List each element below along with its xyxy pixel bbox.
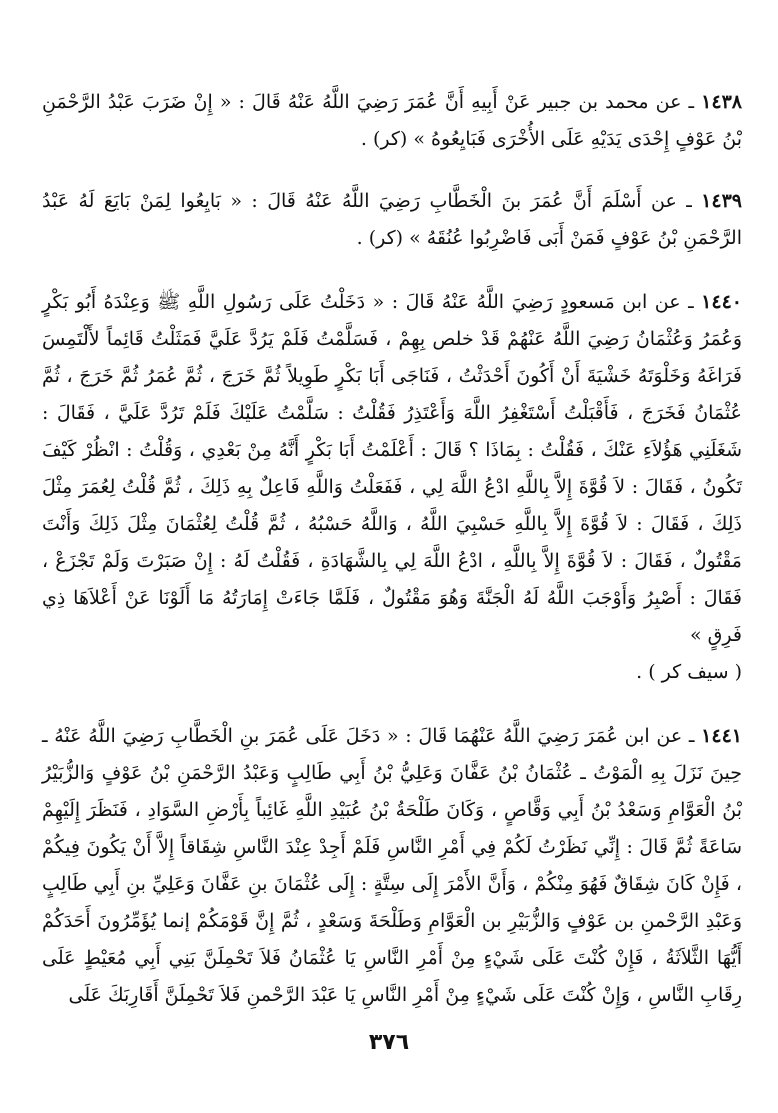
hadith-number: ١٤٤٠ xyxy=(701,291,742,313)
hadith-paragraph xyxy=(42,183,742,257)
hadith-1438 xyxy=(42,84,742,158)
hadith-1439 xyxy=(42,183,742,257)
hadith-number: ١٤٣٨ xyxy=(701,91,742,113)
hadith-1441 xyxy=(42,718,742,1014)
hadith-text: ـ عن ابن مَسعودٍ رَضِيَ اللَّهُ عَنْهُ قَالَ : « دَخَلْتُ عَلَى رَسُولِ اللَّهِ ﷺ وَعِنْدَهُ أَبُو بَكْرٍ وَعُمَرُ وَعُثْمَانُ رَضِيَ اللَّهُ عَنْهُمْ قَدْ خلص بِهِمْ ، فَسَلَّمْتُ فَلَمْ يَرُدَّ عَلَيَّ فَمَثَلْتُ قَائِماً لأَلْتَمِسَ فَرَاغَهُ وَخَلْوَتَهُ خَشْيَةَ أَنْ أَكُونَ أَحْدَثْتُ ، فَنَاجَى أَبَا بَكْرٍ طَوِيلاً ثُمَّ خَرَجَ ، ثُمَّ عُمَرُ ثُمَّ خَرَجَ ، ثُمَّ عُثْمَانُ فَخَرَجَ ، فَأَقْبَلْتُ أَسْتَغْفِرُ اللَّهَ وَأَعْتَذِرُ فَقُلْتُ : سَلَّمْتُ عَلَيْكَ فَلَمْ تَرُدَّ عَلَيَّ ، فَقَالَ : شَغَلَنِي هَؤُلاَءِ عَنْكَ ، فَقُلْتُ : بِمَاذَا ؟ قَالَ : أَعْلَمْتُ أَبَا بَكْرٍ أَنَّهُ مِنْ بَعْدِي ، وَقُلْتُ : انْظُرْ كَيْفَ تَكُونُ ، فَقَالَ : لاَ قُوَّةَ إِلاَّ بِاللَّهِ ادْعُ اللَّهَ لِي ، فَفَعَلْتُ وَاللَّهِ فَاعِلٌ بِهِ ذَلِكَ ، ثُمَّ قُلْتُ لِعُمَرَ مِثْلَ ذَلِكَ ، فَقَالَ : لاَ قُوَّةَ إِلاَّ بِاللَّهِ حَسْبِيَ اللَّهُ ، وَاللَّهُ حَسْبُهُ ، ثُمَّ قُلْتُ لِعُثْمَانَ مِثْلَ ذَلِكَ وَأَنْتَ مَقْتُولٌ ، فَقَالَ : لاَ قُوَّةَ إِلاَّ بِاللَّهِ ، ادْعُ اللَّهَ لِي بِالشَّهَادَةِ ، فَقُلْتُ لَهُ : إِنْ صَبَرْتَ وَلَمْ تَجْزَعْ ، فَقَالَ : أَصْبِرُ وَأَوْجَبَ اللَّهُ لَهُ الْجَنَّةَ وَهُوَ مَقْتُولٌ ، فَلَمَّا جَاءَتْ إِمَارَتُهُ مَا أَلَوْنَا عَنْ أَعْلاَهَا ذِي فَرِقٍ » xyxy=(42,291,742,646)
hadith-paragraph xyxy=(42,284,742,654)
hadith-1440 xyxy=(42,284,742,691)
page-body xyxy=(42,84,742,1014)
hadith-paragraph xyxy=(42,718,742,1014)
hadith-text: ـ عن محمد بن جبير عَنْ أَبِيهِ أَنَّ عُمَرَ رَضِيَ اللَّهُ عَنْهُ قَالَ : « إِنْ ضَرَبَ عَبْدُ الرَّحْمَنِ بْنُ عَوْفٍ إِحْدَى يَدَيْهِ عَلَى الأُخْرَى فَبَايِعُوهُ » (كر) . xyxy=(42,91,742,150)
hadith-text: ـ عن ابن عُمَرَ رَضِيَ اللَّهُ عَنْهُمَا قَالَ : « دَخَلَ عَلَى عُمَرَ بنِ الْخَطَّابِ رَضِيَ اللَّهُ عَنْهُ ـ حِينَ نَزَلَ بِهِ الْمَوْتُ ـ عُثْمَانُ بْنُ عَفَّانَ وَعَلِيُّ بْنُ أَبِي طَالِبٍ وَعَبْدُ الرَّحْمَنِ بْنُ عَوْفٍ وَالزُّبَيْرُ بْنُ الْعَوَّامِ وَسَعْدُ بْنُ أَبِي وَقَّاصٍ ، وَكَانَ طَلْحَةُ بْنُ عُبَيْدِ اللَّهِ غَائِباً بِأَرْضِ السَّوَادِ ، فَنَظَرَ إِلَيْهِمْ سَاعَةً ثُمَّ قَالَ : إِنِّي نَظَرْتُ لَكُمْ فِي أَمْرِ النَّاسِ فَلَمْ أَجِدْ عِنْدَ النَّاسِ شِقَاقاً إِلاَّ أَنْ يَكُونَ فِيكُمْ ، فَإِنْ كَانَ شِقَاقٌ فَهُوَ مِنْكُمْ ، وَأَنَّ الأَمْرَ إِلَى سِتَّةٍ : إِلَى عُثْمَانَ بنِ عَفَّانَ وَعَلِيِّ بنِ أَبِي طَالِبٍ وَعَبْدِ الرَّحْمنِ بن عَوْفٍ وَالزُّبَيْرِ بن الْعَوَّامِ وَطَلْحَةَ وَسَعْدٍ ، ثُمَّ إِنَّ قَوْمَكُمْ إنما يُؤَمِّرُونَ أَحَدَكُمْ أَيُّهَا الثَّلاَثَةُ ، فَإِنْ كُنْتَ عَلَى شَيْءٍ مِنْ أَمْرِ النَّاسِ يَا عُثْمَانُ فَلاَ تَحْمِلَنَّ بَنِي أَبِي مُعَيْطٍ عَلَى رِقَابِ النَّاسِ ، وَإِنْ كُنْتَ عَلَى شَيْءٍ مِنْ أَمْرِ النَّاسِ يَا عَبْدَ الرَّحْمنِ فَلاَ تَحْمِلَنَّ أَقَارِبَكَ عَلَى xyxy=(42,725,742,1006)
hadith-source: ( سيف كر ) . xyxy=(636,661,742,683)
page-number: ٣٧٦ xyxy=(368,1030,410,1055)
hadith-number: ١٤٣٩ xyxy=(701,190,742,212)
hadith-paragraph xyxy=(42,84,742,158)
hadith-text: ـ عن أَسْلَمَ أَنَّ عُمَرَ بنَ الْخَطَّابِ رَضِيَ اللَّهُ عَنْهُ قَالَ : « بَايِعُوا لِمَنْ بَايَعَ لَهُ عَبْدُ الرَّحْمَنِ بْنُ عَوْفٍ فَمَنْ أَبَى فَاضْرِبُوا عُنُقَهُ » (كر) . xyxy=(42,190,742,249)
hadith-number: ١٤٤١ xyxy=(701,725,742,747)
